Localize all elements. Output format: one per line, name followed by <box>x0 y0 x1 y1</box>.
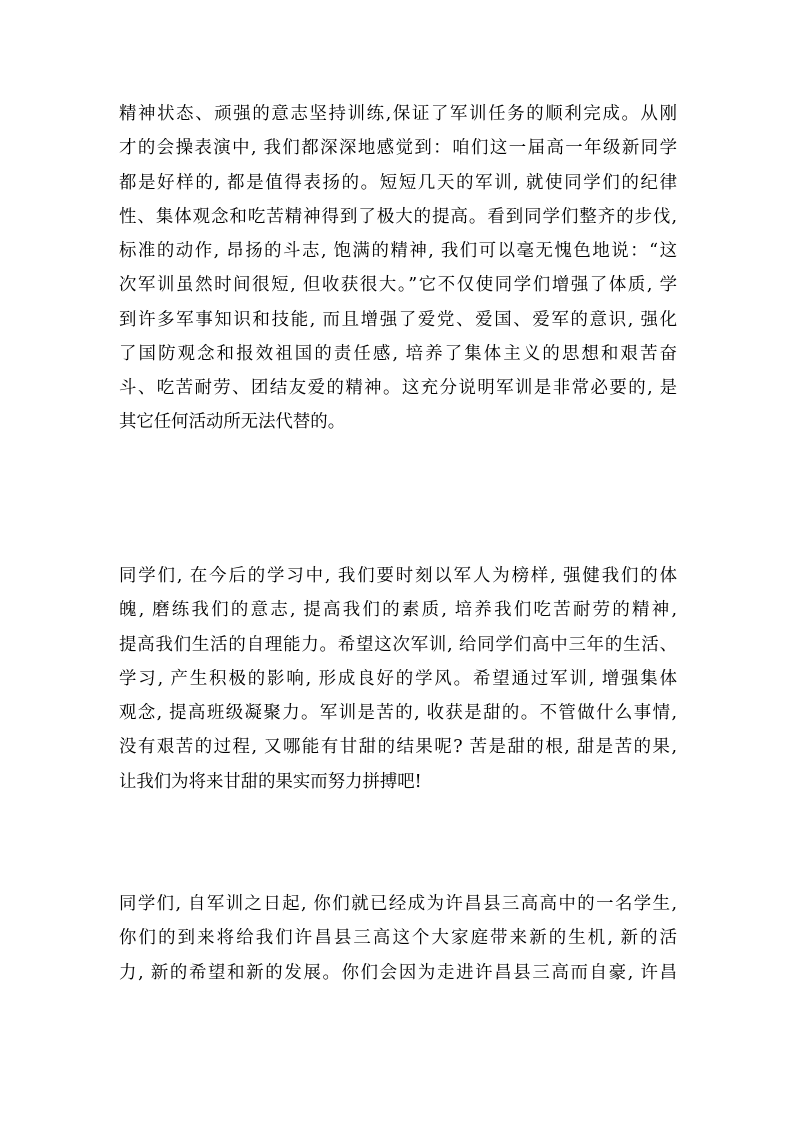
text-line: 魄, 磨练我们的意志, 提高我们的素质, 培养我们吃苦耐劳的精神, <box>119 600 677 621</box>
text-line: 到许多军事知识和技能, 而且增强了爱党、爱国、爱军的意识, 强化 <box>119 309 677 330</box>
text-line: 都是好样的, 都是值得表扬的。短短几天的军训, 就使同学们的纪律 <box>119 172 677 193</box>
text-line: 标准的动作, 昂扬的斗志, 饱满的精神, 我们可以毫无愧色地说：“这 <box>119 241 677 261</box>
text-line: 斗、吃苦耐劳、团结友爱的精神。这充分说明军训是非常必要的, 是 <box>119 378 677 398</box>
text-line: 力, 新的希望和新的发展。你们会因为走进许昌县三高而自豪, 许昌 <box>119 962 677 983</box>
paragraph-future-study <box>119 559 677 799</box>
paragraph-welcome-students <box>119 887 677 990</box>
text-line: 提高我们生活的自理能力。希望这次军训, 给同学们高中三年的生活、 <box>119 634 677 655</box>
text-line: 精神状态、顽强的意志坚持训练,保证了军训任务的顺利完成。从刚 <box>119 104 677 124</box>
text-line: 学习, 产生积极的影响, 形成良好的学风。希望通过军训, 增强集体 <box>119 668 677 689</box>
text-line: 没有艰苦的过程, 又哪能有甘甜的结果呢? 苦是甜的根, 甜是苦的果, <box>119 737 677 758</box>
text-line: 次军训虽然时间很短, 但收获很大。”它不仅使同学们增强了体质, 学 <box>119 275 677 296</box>
text-line: 你们的到来将给我们许昌县三高这个大家庭带来新的生机, 新的活 <box>119 928 677 949</box>
text-line: 同学们, 自军训之日起, 你们就已经成为许昌县三高高中的一名学生, <box>119 894 677 914</box>
text-line: 观念, 提高班级凝聚力。军训是苦的, 收获是甜的。不管做什么事情, <box>119 703 677 723</box>
text-line: 性、集体观念和吃苦精神得到了极大的提高。看到同学们整齐的步伐, <box>119 206 677 227</box>
text-line: 让我们为将来甘甜的果实而努力拼搏吧! <box>119 771 422 792</box>
text-line: 同学们, 在今后的学习中, 我们要时刻以军人为榜样, 强健我们的体 <box>119 566 677 586</box>
paragraph-military-training-results <box>119 97 677 440</box>
text-line: 了国防观念和报效祖国的责任感, 培养了集体主义的思想和艰苦奋 <box>119 343 677 364</box>
text-line: 才的会操表演中, 我们都深深地感觉到：咱们这一届高一年级新同学 <box>119 138 677 159</box>
text-line: 其它任何活动所无法代替的。 <box>119 412 346 433</box>
